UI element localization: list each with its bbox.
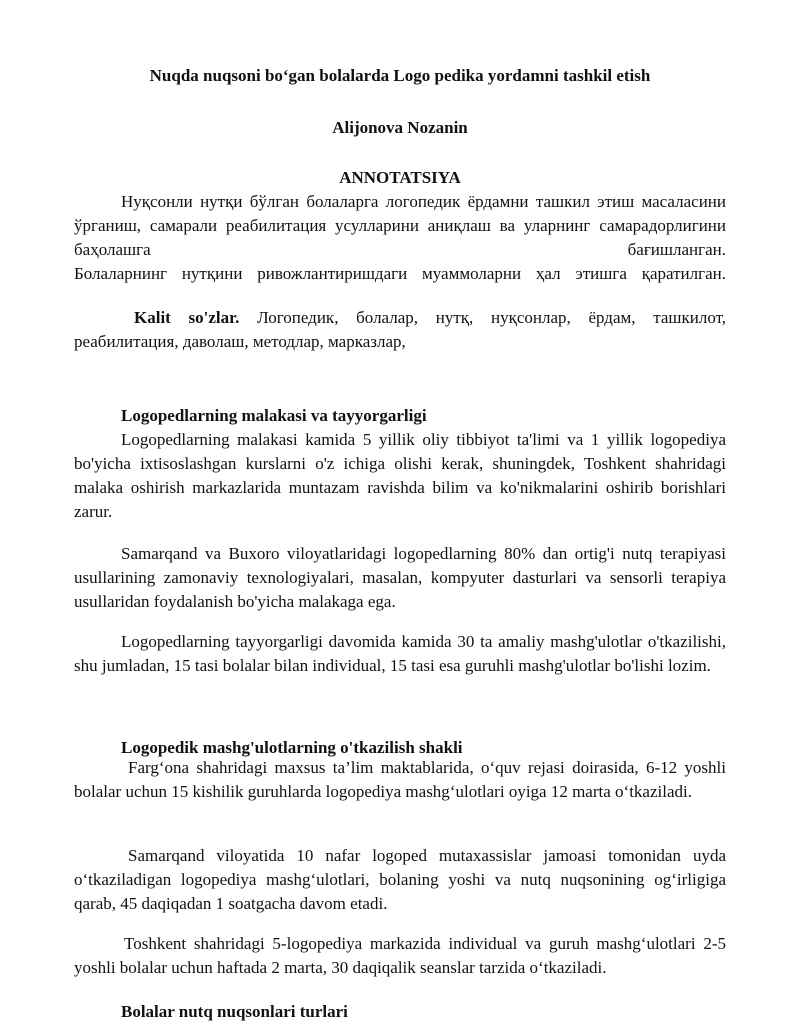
section-paragraph: Samarqand viloyatida 10 nafar logoped mutaxassislar jamoasi tomonidan uyda o‘tkaziladigan logopediya mashg‘ulotlari, bolaning yoshi va nutq nuqsonining og‘irligiga qarab, 45 daqiqadan 1 soatgacha davom etadi. [74, 846, 726, 913]
section-paragraph: Samarqand va Buxoro viloyatlaridagi logopedlarning 80% dan ortig'i nutq terapiyasi usullarining zamonaviy texnologiyalari, masalan, kompyuter dasturlari va sensorli terapiya usullaridan foydalanish bo'yicha malakaga ega. [74, 544, 726, 611]
keywords-paragraph [74, 306, 726, 354]
document-title: Nuqda nuqsoni bo‘gan bolalarda Logo pedika yordamni tashkil etish [149, 66, 651, 85]
abstract-body [74, 190, 726, 286]
section-paragraph: Logopedlarning tayyorgarligi davomida kamida 30 ta amaliy mashg'ulotlar o'tkazilishi, shu jumladan, 15 tasi bolalar bilan individual, 15 tasi esa guruhli mashg'ulotlar bo'lishi lozim. [74, 632, 726, 675]
keywords-text: Логопедик, болалар, нутқ, нуқсонлар, ёрдам, ташкилот, реабилитация, даволаш, методлар, марказлар, [74, 308, 727, 351]
section-heading: Logopedik mashg'ulotlarning o'tkazilish shakli [121, 738, 463, 757]
abstract-paragraph: Болаларнинг нутқини ривожлантиришдаги муаммоларни ҳал этишга қаратилган. [74, 264, 726, 283]
section-heading: Logopedlarning malakasi va tayyorgarligi [121, 406, 427, 425]
section-paragraph: Farg‘ona shahridagi maxsus ta’lim maktablarida, o‘quv rejasi doirasida, 6-12 yoshli bolalar uchun 15 kishilik guruhlarda logopediya mashg‘ulotlari oyiga 12 marta o‘tkaziladi. [74, 758, 726, 801]
abstract-heading: ANNOTATSIYA [339, 168, 461, 187]
section-paragraph: Toshkent shahridagi 5-logopediya markazida individual va guruh mashg‘ulotlari 2-5 yoshli bolalar uchun haftada 2 marta, 30 daqiqalik seanslar tarzida o‘tkaziladi. [74, 934, 726, 977]
section-paragraph: Logopedlarning malakasi kamida 5 yillik oliy tibbiyot ta'limi va 1 yillik logopediya bo'yicha ixtisoslashgan kurslarni o'z ichiga olishi kerak, shuningdek, Toshkent shahridagi malaka oshirish markazlarida muntazam ravishda bilim va ko'nikmalarini oshirib borishlari zarur. [74, 430, 726, 521]
author-name: Alijonova Nozanin [332, 118, 468, 137]
keywords-label: Kalit so'zlar. [134, 308, 240, 327]
section-heading: Bolalar nutq nuqsonlari turlari [121, 1002, 348, 1021]
abstract-paragraph: Нуқсонли нутқи бўлган болаларга логопедик ёрдамни ташкил этиш масаласини ўрганиш, самарали реабилитация усулларини аниқлаш ва уларнинг самарадорлигини баҳолашга бағишланган. [74, 192, 726, 259]
